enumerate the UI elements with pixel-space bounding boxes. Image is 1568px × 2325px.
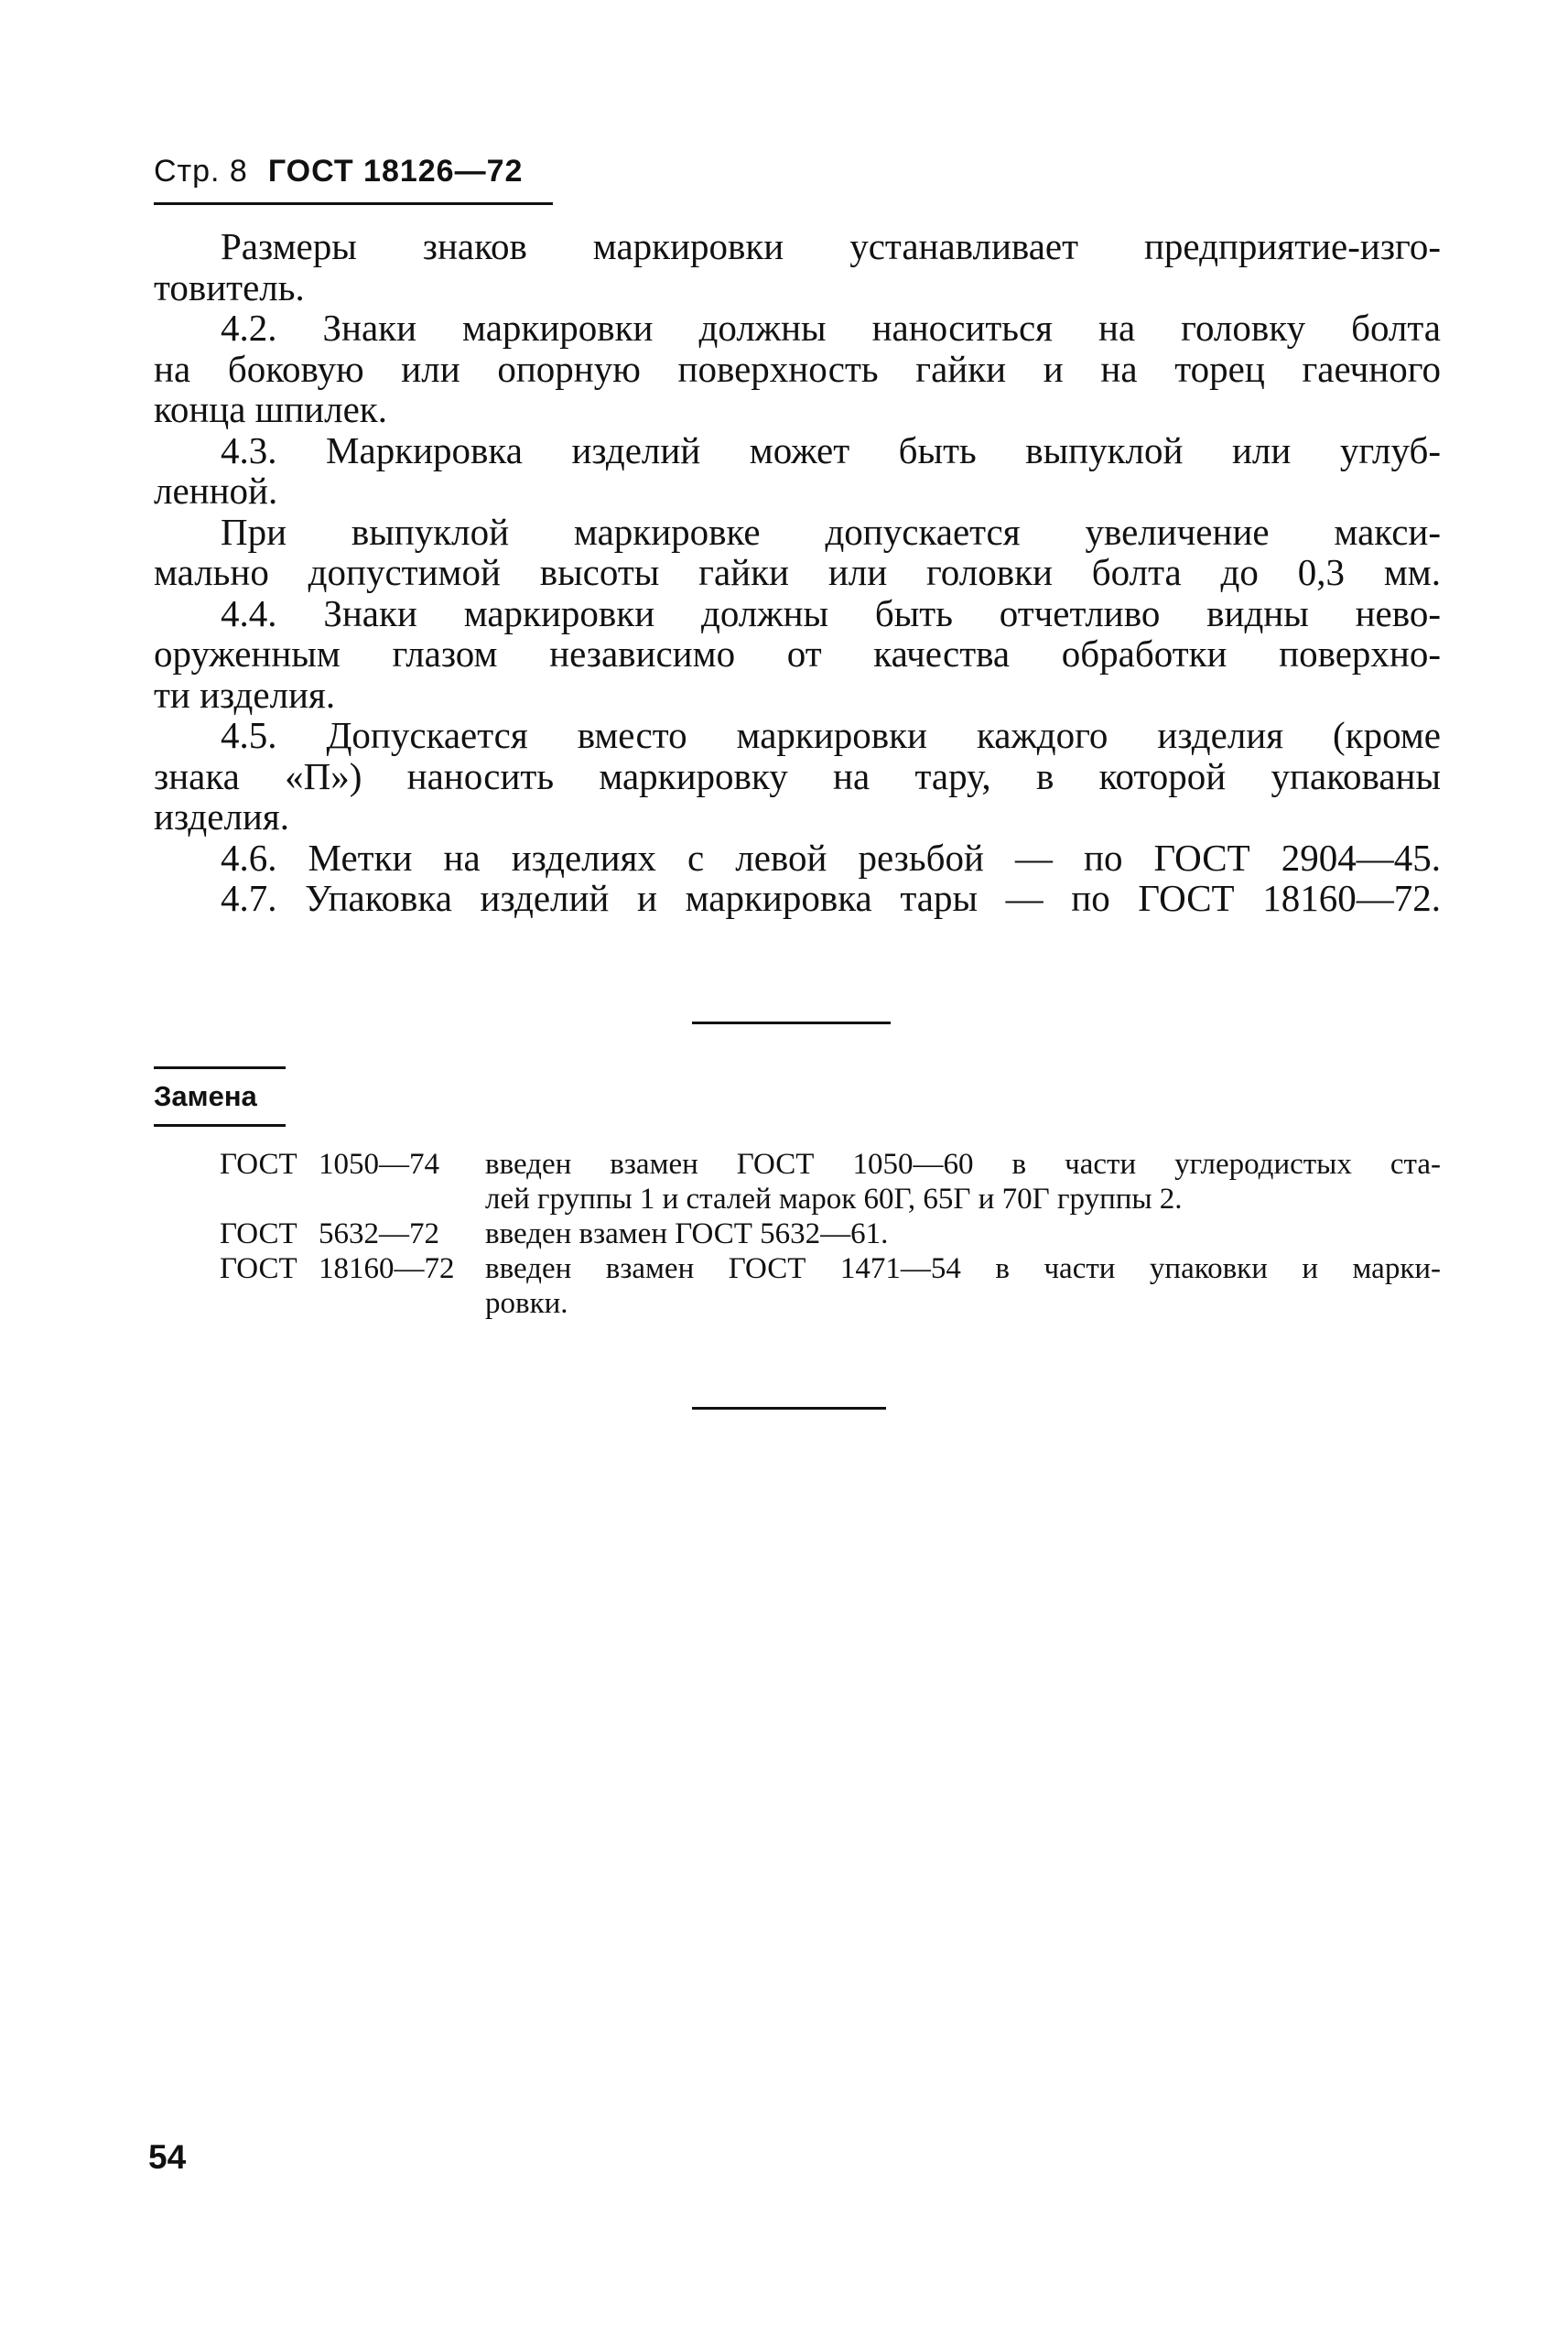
running-head-page-label: Стр. 8 <box>154 154 248 189</box>
text-line: 4.5. Допускается вместо маркировки каждого изделия (кроме <box>221 714 1441 756</box>
running-head <box>154 154 523 189</box>
paragraph-4-6 <box>154 838 1441 879</box>
text-line: ленной. <box>154 470 278 512</box>
paragraph-4-2 <box>154 308 1441 430</box>
page-number: 54 <box>148 2138 187 2176</box>
paragraph-4-5 <box>154 715 1441 838</box>
replacement-standard-number: 5632—72 <box>319 1217 439 1250</box>
replacement-description <box>485 1251 1441 1321</box>
text-line: товитель. <box>154 265 305 308</box>
section-divider <box>692 1022 891 1024</box>
replacement-standard-prefix: ГОСТ <box>220 1217 297 1250</box>
replacement-standard-prefix: ГОСТ <box>220 1252 297 1285</box>
text-line: введен взамен ГОСТ 1050—60 в части углеродистых ста- <box>485 1148 1441 1181</box>
text-line: 4.3. Маркировка изделий может быть выпуклой или углуб- <box>221 428 1441 471</box>
replacement-standard-number: 1050—74 <box>319 1148 439 1181</box>
text-line: ти изделия. <box>154 673 336 716</box>
text-line: 4.7. Упаковка изделий и маркировка тары — по ГОСТ 18160—72. <box>221 877 1441 919</box>
replacement-row <box>220 1147 1441 1217</box>
paragraph-marking-size <box>154 226 1441 308</box>
replacement-description <box>485 1147 1441 1217</box>
section-divider <box>692 1407 886 1410</box>
text-line: введен взамен ГОСТ 1471—54 в части упаковки и марки- <box>485 1252 1441 1285</box>
paragraph-4-7 <box>154 878 1441 919</box>
text-line: лей группы 1 и сталей марок 60Г, 65Г и 70Г группы 2. <box>485 1183 1183 1216</box>
text-line: Размеры знаков маркировки устанавливает предприятие-изго- <box>221 225 1441 267</box>
replacement-heading-rule-top <box>154 1066 286 1069</box>
replacement-standard-number: 18160—72 <box>319 1252 455 1285</box>
paragraph-4-3 <box>154 430 1441 512</box>
running-head-standard: ГОСТ 18126—72 <box>267 154 524 189</box>
replacement-row <box>220 1217 1441 1251</box>
replacement-row <box>220 1251 1441 1321</box>
text-line: изделия. <box>154 795 289 838</box>
text-line: мально допустимой высоты гайки или головки болта до 0,3 мм. <box>154 551 1441 593</box>
text-line: на боковую или опорную поверхность гайки и на торец гаечного <box>154 347 1441 390</box>
paragraph-convex-marking <box>154 512 1441 593</box>
replacement-description <box>485 1217 1441 1251</box>
text-line: 4.4. Знаки маркировки должны быть отчетливо видны нево- <box>221 591 1441 634</box>
text-line: знака «П») наносить маркировку на тару, в которой упакованы <box>154 754 1441 797</box>
replacement-heading-rule-bottom <box>154 1124 286 1127</box>
text-line: 4.2. Знаки маркировки должны наноситься на головку болта <box>221 307 1441 349</box>
replacement-list <box>220 1147 1441 1321</box>
body-text <box>154 226 1441 919</box>
text-line: 4.6. Метки на изделиях с левой резьбой — по ГОСТ 2904—45. <box>221 836 1441 879</box>
text-line: введен взамен ГОСТ 5632—61. <box>485 1217 889 1250</box>
text-line: конца шпилек. <box>154 388 387 430</box>
text-line: оруженным глазом независимо от качества обработки поверхно- <box>154 633 1441 675</box>
replacement-heading: Замена <box>154 1080 257 1112</box>
replacement-standard-prefix: ГОСТ <box>220 1148 297 1181</box>
text-line: При выпуклой маркировке допускается увеличение макси- <box>221 510 1441 553</box>
running-head-rule <box>154 202 553 205</box>
text-line: ровки. <box>485 1287 568 1320</box>
paragraph-4-4 <box>154 593 1441 716</box>
